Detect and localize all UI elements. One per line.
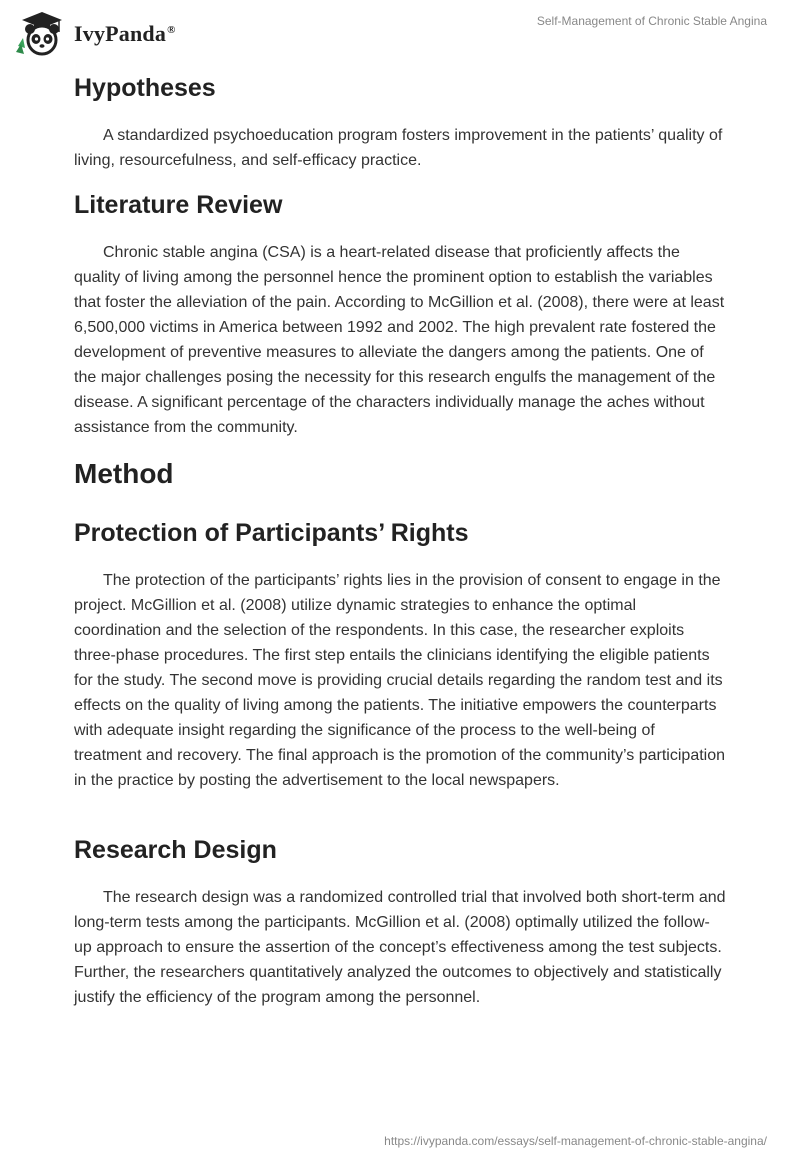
source-url-link[interactable]: https://ivypanda.com/essays/self-management-of-chronic-stable-angina/: [384, 1134, 767, 1148]
brand-logo[interactable]: [14, 10, 176, 58]
registered-mark: ®: [167, 23, 176, 36]
panda-logo-icon: [14, 10, 70, 58]
brand-name: IvyPanda®: [74, 21, 176, 46]
paragraph-literature-review: Chronic stable angina (CSA) is a heart-related disease that proficiently affects the quality of living among the personnel hence the prominent option to establish the variables that foster the alleviation of the pain. According to McGillion et al. (2008), there were at least 6,500,000 victims in America between 1992 and 2002. The high prevalent rate fostered the development of preventive measures to alleviate the dangers among the patients. One of the major challenges posing the necessity for this research engulfs the management of the disease. A significant percentage of the characters individually manage the aches without assistance from the community.: [74, 244, 725, 436]
heading-method: Method: [74, 458, 174, 489]
heading-literature-review: Literature Review: [74, 191, 283, 219]
paragraph-research-design: The research design was a randomized controlled trial that involved both short-term and long-term tests among the participants. McGillion et al. (2008) optimally utilized the follow-up approach to ensure the assertion of the concept’s effectiveness among the test subjects. Further, the researchers quantitatively analyzed the outcomes to objectively and statistically justify the efficiency of the program among the personnel.: [74, 889, 726, 1006]
heading-hypotheses: Hypotheses: [74, 74, 216, 102]
paragraph-hypotheses: A standardized psychoeducation program fosters improvement in the patients’ quality of living, resourcefulness, and self-efficacy practice.: [74, 127, 723, 169]
paragraph-participants-rights: The protection of the participants’ rights lies in the provision of consent to engage in the project. McGillion et al. (2008) utilize dynamic strategies to enhance the optimal coordination and the selection of the respondents. In this case, the researcher exploits three-phase procedures. The first step entails the clinicians identifying the eligible patients for the study. The second move is providing crucial details regarding the random test and its effects on the quality of living among the patients. The initiative empowers the counterparts with adequate insight regarding the significance of the process to the well-being of treatment and recovery. The final approach is the promotion of the community’s participation in the practice by posting the advertisement to the local newspapers.: [74, 572, 726, 789]
heading-participants-rights: Protection of Participants’ Rights: [74, 519, 469, 547]
heading-research-design: Research Design: [74, 836, 277, 864]
document-title: Self-Management of Chronic Stable Angina: [536, 14, 767, 28]
